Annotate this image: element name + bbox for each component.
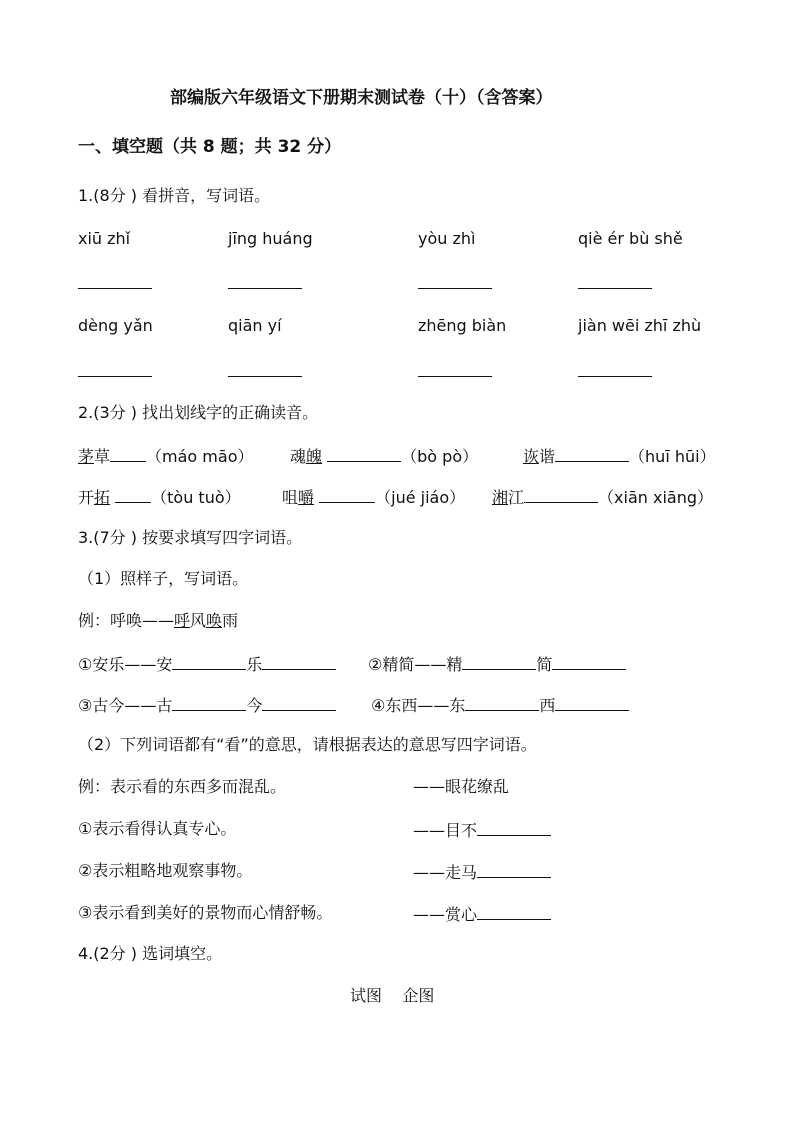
answer-blank[interactable]: [578, 360, 652, 382]
underlined-char: 拓: [94, 488, 111, 507]
word-choices: 试图 企图: [350, 986, 435, 1005]
look-row-desc: ②表示粗略地观察事物。: [78, 861, 253, 880]
pinyin-2-4: jiàn wēi zhī zhù: [578, 316, 702, 335]
pinyin-2-1: dèng yǎn: [78, 316, 153, 335]
q3-example: 例：呼唤——呼风唤雨: [78, 611, 239, 630]
pinyin-1-4: qiè ér bù shě: [578, 229, 683, 248]
look-row-desc: ①表示看得认真专心。: [78, 819, 237, 838]
reading-item: 开拓 （tòu tuò）: [78, 488, 241, 507]
answer-blank[interactable]: [78, 272, 152, 294]
answer-blank[interactable]: [262, 694, 336, 711]
underlined-char: 湘: [492, 488, 509, 507]
answer-blank[interactable]: [465, 694, 539, 711]
answer-blank[interactable]: [262, 653, 336, 670]
answer-blank[interactable]: [110, 445, 146, 462]
answer-blank[interactable]: [319, 486, 375, 503]
look-row-answer: ——走马: [413, 861, 551, 883]
answer-blank[interactable]: [418, 360, 492, 382]
q3-sub1: （1）照样子，写词语。: [78, 569, 249, 588]
answer-blank[interactable]: [172, 694, 246, 711]
pinyin-2-3: zhēng biàn: [418, 316, 507, 335]
answer-blank[interactable]: [418, 272, 492, 294]
answer-blank[interactable]: [477, 861, 551, 878]
q2-prompt: 2.(3分 ) 找出划线字的正确读音。: [78, 403, 319, 422]
answer-blank[interactable]: [115, 486, 151, 503]
q3-example2-left: 例：表示看的东西多而混乱。: [78, 777, 287, 796]
answer-blank[interactable]: [228, 272, 302, 294]
answer-blank[interactable]: [555, 694, 629, 711]
answer-blank[interactable]: [327, 445, 401, 462]
idiom-item: ①安乐——安 乐: [78, 653, 336, 675]
q4-prompt: 4.(2分 ) 选词填空。: [78, 944, 223, 963]
reading-item: 咀嚼 （jué jiáo）: [282, 488, 466, 507]
underlined-char: 魄: [306, 447, 323, 466]
answer-blank[interactable]: [172, 653, 246, 670]
look-row-answer: ——目不: [413, 819, 551, 841]
pinyin-1-2: jīng huáng: [228, 229, 313, 248]
underlined-char: 茅: [78, 447, 95, 466]
answer-blank[interactable]: [78, 360, 152, 382]
reading-item: 湘江 （xiān xiāng）: [492, 488, 713, 507]
pinyin-1-3: yòu zhì: [418, 229, 476, 248]
answer-blank[interactable]: [228, 360, 302, 382]
pinyin-1-1: xiū zhǐ: [78, 229, 131, 248]
q3-example2-right: ——眼花缭乱: [413, 777, 510, 796]
idiom-item: ②精简——精 简: [368, 653, 626, 675]
section-heading: 一、填空题（共 8 题；共 32 分）: [78, 137, 342, 157]
underlined-char: 诙: [523, 447, 540, 466]
page-title: 部编版六年级语文下册期末测试卷（十）（含答案）: [170, 88, 553, 108]
answer-blank[interactable]: [578, 272, 652, 294]
reading-item: 茅草 （máo māo）: [78, 447, 254, 466]
reading-item: 诙谐 （huī hūi）: [523, 447, 716, 466]
look-row-desc: ③表示看到美好的景物而心情舒畅。: [78, 903, 333, 922]
pinyin-2-2: qiān yí: [228, 316, 282, 335]
answer-blank[interactable]: [555, 445, 629, 462]
underlined-char: 嚼: [298, 488, 315, 507]
answer-blank[interactable]: [477, 903, 551, 920]
look-row-answer: ——赏心: [413, 903, 551, 925]
idiom-item: ④东西——东 西: [371, 694, 629, 716]
answer-blank[interactable]: [524, 486, 598, 503]
q3-prompt: 3.(7分 ) 按要求填写四字词语。: [78, 528, 303, 547]
q3-sub2: （2）下列词语都有“看”的意思，请根据表达的意思写四字词语。: [78, 735, 537, 754]
answer-blank[interactable]: [462, 653, 536, 670]
q1-prompt: 1.(8分 ) 看拼音，写词语。: [78, 186, 271, 205]
idiom-item: ③古今——古 今: [78, 694, 336, 716]
answer-blank[interactable]: [477, 819, 551, 836]
answer-blank[interactable]: [552, 653, 626, 670]
reading-item: 魂魄 （bò pò）: [290, 447, 479, 466]
